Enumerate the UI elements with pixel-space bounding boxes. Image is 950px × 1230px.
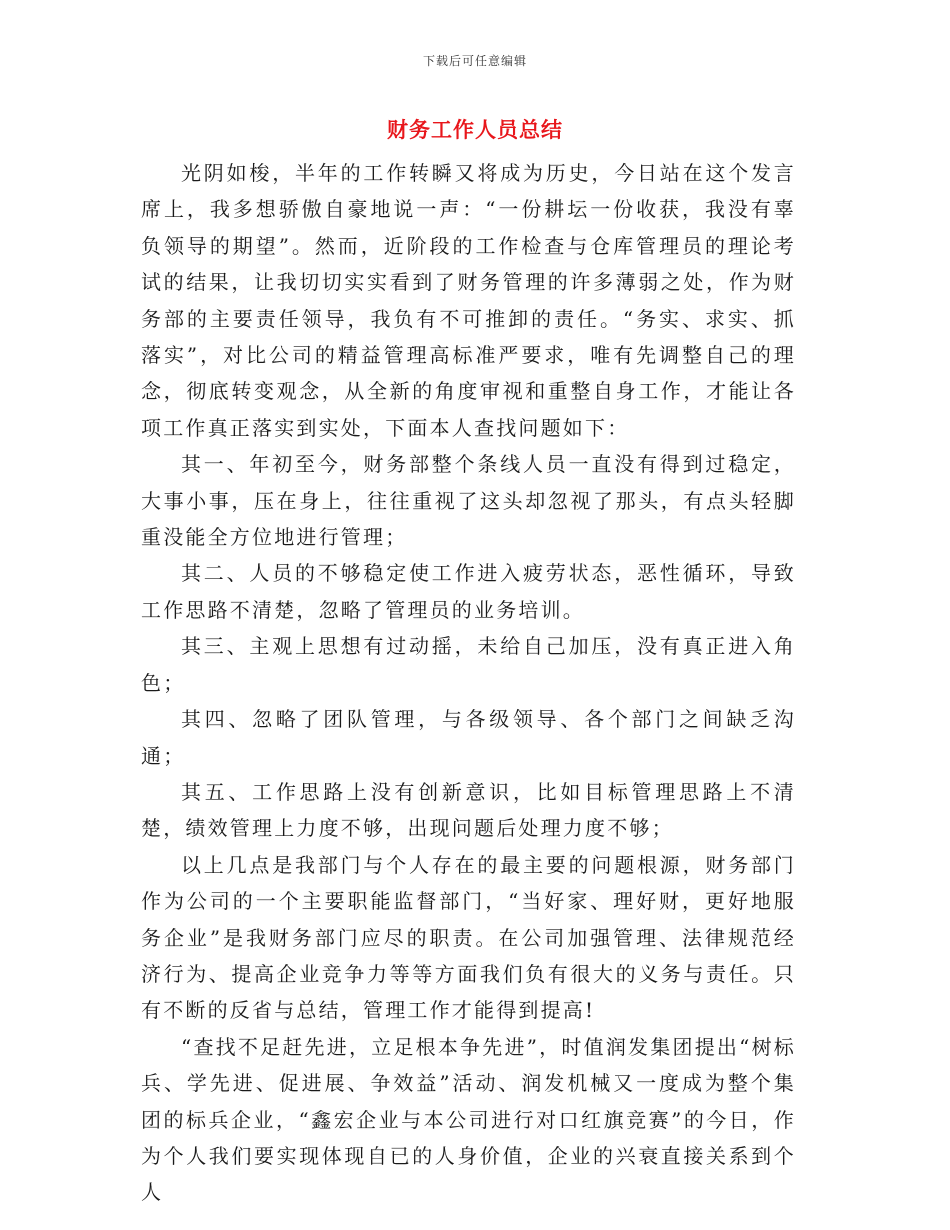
paragraph-issue-5: 其五、工作思路上没有创新意识，比如目标管理思路上不清楚，绩效管理上力度不够，出现问题后处理力度不够； [141,779,796,841]
paragraph-issue-4: 其四、忽略了团队管理，与各级领导、各个部门之间缺乏沟通； [141,707,796,768]
paragraph-issue-2: 其二、人员的不够稳定使工作进入疲劳状态，恶性循环，导致工作思路不清楚，忽略了管理员的业务培训。 [141,561,796,622]
document-title: 财务工作人员总结 [387,118,563,142]
paragraph-intro: 光阴如梭，半年的工作转瞬又将成为历史，今日站在这个发言席上，我多想骄傲自豪地说一声：“一份耕坛一份收获，我没有辜负领导的期望”。然而，近阶段的工作检查与仓库管理员的理论考试的结果，让我切切实实看到了财务管理的许多薄弱之处，作为财务部的主要责任领导，我负有不可推卸的责任。“务实、求实、抓落实”，对比公司的精益管理高标准严要求，唯有先调整自己的理念，彻底转变观念，从全新的角度审视和重整自身工作，才能让各项工作真正落实到实处，下面本人查找问题如下： [141,161,796,440]
page-header: 下载后可任意编辑 [422,54,527,68]
paragraph-issue-3: 其三、主观上思想有过动摇，未给自己加压，没有真正进入角色； [141,634,796,695]
paragraph-outlook: “查找不足赶先进，立足根本争先进”，时值润发集团提出“树标兵、学先进、促进展、争效益”活动、润发机械又一度成为整个集团的标兵企业，“鑫宏企业与本公司进行对口红旗竞赛”的今日，作为个人我们要实现体现自已的人身价值，企业的兴衰直接关系到个人 [141,1034,796,1205]
paragraph-issue-1: 其一、年初至今，财务部整个条线人员一直没有得到过稳定，大事小事，压在身上，往往重视了这头却忽视了那头，有点头轻脚重没能全方位地进行管理； [141,452,796,550]
document-body [141,155,796,1211]
paragraph-summary: 以上几点是我部门与个人存在的最主要的问题根源，财务部门作为公司的一个主要职能监督部门，“当好家、理好财，更好地服务企业”是我财务部门应尽的职责。在公司加强管理、法律规范经济行为、提高企业竞争力等等方面我们负有很大的义务与责任。只有不断的反省与总结，管理工作才能得到提高! [141,852,796,1023]
